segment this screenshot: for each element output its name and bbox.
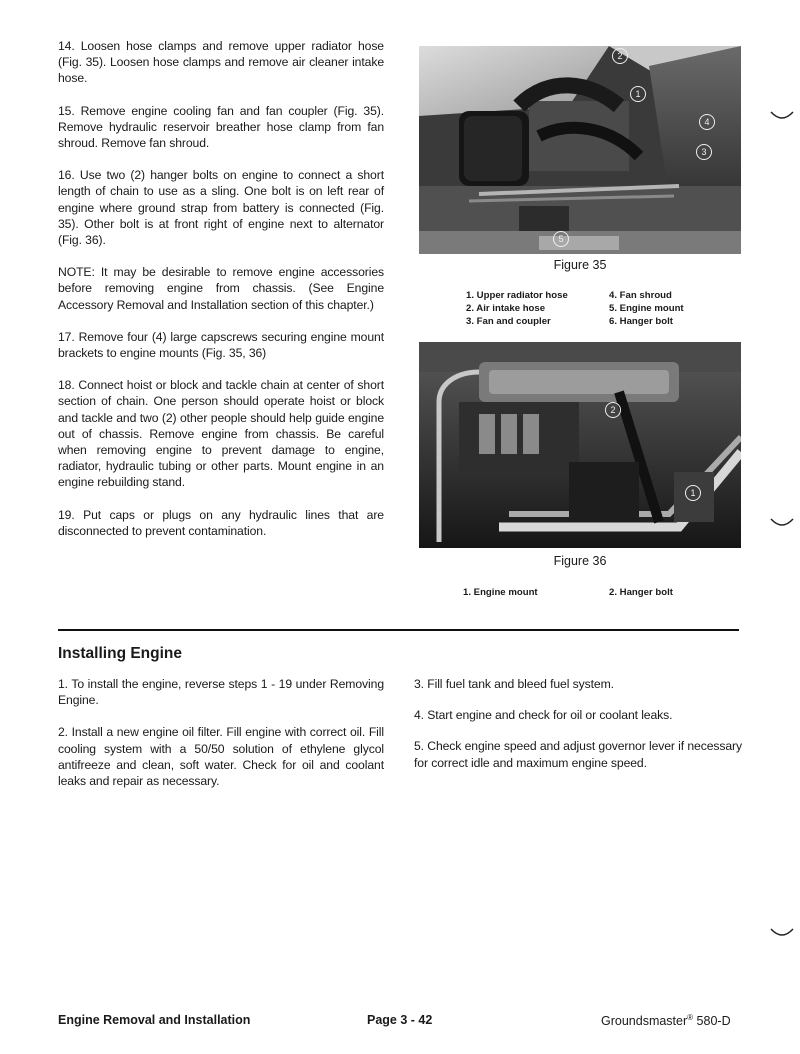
- callout-36-1: 1: [685, 485, 701, 501]
- install-steps-left: [58, 676, 384, 805]
- install-steps-right: [414, 676, 744, 786]
- binder-mark-icon: [770, 515, 794, 531]
- legend-item: 1. Engine mount: [463, 587, 538, 598]
- step-17: 17. Remove four (4) large capscrews securing engine mount brackets to engine mounts (Fig. 35, 36): [58, 329, 384, 361]
- figure-35-caption: Figure 35: [553, 258, 607, 272]
- note: NOTE: It may be desirable to remove engine accessories before removing engine from chassis. (See Engine Accessory Removal and Installation section of this chapter.): [58, 265, 384, 312]
- legend-item: 3. Fan and coupler: [466, 316, 551, 327]
- callout-35-5: 5: [553, 231, 569, 247]
- install-step-2: 2. Install a new engine oil filter. Fill engine with correct oil. Fill cooling system with a 50/50 solution of ethylene glycol antifreeze and clean, soft water. Check for oil and coolant leaks and repair as necessary.: [58, 725, 384, 789]
- footer-page-number: Page 3 - 42: [367, 1013, 433, 1027]
- install-step-4: 4. Start engine and check for oil or coolant leaks.: [414, 708, 673, 723]
- install-step-1: 1. To install the engine, reverse steps 1 - 19 under Removing Engine.: [58, 677, 384, 708]
- registered-mark: ®: [687, 1013, 694, 1022]
- section-divider: [58, 629, 739, 631]
- figure-36-legend-left: [463, 586, 538, 599]
- figure-36-photo: [419, 342, 741, 548]
- step-15: 15. Remove engine cooling fan and fan coupler (Fig. 35). Remove hydraulic reservoir breather hose clamp from fan shroud. Remove fan shroud.: [58, 103, 384, 151]
- callout-35-2: 2: [612, 48, 628, 64]
- figure-36-caption: Figure 36: [553, 554, 607, 568]
- legend-item: 6. Hanger bolt: [609, 316, 673, 327]
- legend-item: 5. Engine mount: [609, 303, 684, 314]
- figure-35-legend-left: [466, 289, 568, 328]
- removal-steps: [58, 38, 384, 555]
- figure-35-legend-right: [609, 289, 684, 328]
- install-step-5: 5. Check engine speed and adjust governor lever if necessary for correct idle and maximum engine speed.: [414, 739, 743, 770]
- step-19: 19. Put caps or plugs on any hydraulic lines that are disconnected to prevent contamination.: [58, 507, 384, 538]
- binder-mark-icon: [770, 108, 794, 124]
- legend-item: 2. Air intake hose: [466, 303, 546, 314]
- install-step-3: 3. Fill fuel tank and bleed fuel system.: [414, 677, 614, 691]
- legend-item: 2. Hanger bolt: [609, 587, 673, 598]
- step-14: 14. Loosen hose clamps and remove upper radiator hose (Fig. 35). Loosen hose clamps and remove air cleaner intake hose.: [58, 39, 384, 86]
- product-model: 580-D: [696, 1014, 731, 1029]
- binder-mark-icon: [770, 925, 794, 941]
- step-18: 18. Connect hoist or block and tackle chain at center of short section of chain. One person should operate hoist or block and tackle and two (2) other people should help guide engine out of chassis. Remove engine from chassis. Be careful when removing engine to prevent damage to engine, radiator, hydraulic tubing or other parts. Mount engine in an engine rebuilding stand.: [58, 378, 384, 490]
- figure-35-photo: [419, 46, 741, 254]
- legend-item: 1. Upper radiator hose: [466, 290, 568, 301]
- footer-product: [601, 1013, 731, 1028]
- callout-35-4: 4: [699, 114, 715, 130]
- callout-35-3: 3: [696, 144, 712, 160]
- footer-section-name: Engine Removal and Installation: [58, 1013, 251, 1027]
- callout-35-1: 1: [630, 86, 646, 102]
- product-name: Groundsmaster: [601, 1014, 688, 1029]
- legend-item: 4. Fan shroud: [609, 290, 672, 301]
- step-16: 16. Use two (2) hanger bolts on engine to connect a short length of chain to use as a sling. One bolt is on left rear of engine where ground strap from battery is connected (Fig. 35). Other bolt is at front right of engine next to alternator (Fig. 36).: [58, 168, 384, 248]
- figure-36-legend-right: [609, 586, 673, 599]
- section-title: Installing Engine: [58, 645, 183, 662]
- callout-36-2: 2: [605, 402, 621, 418]
